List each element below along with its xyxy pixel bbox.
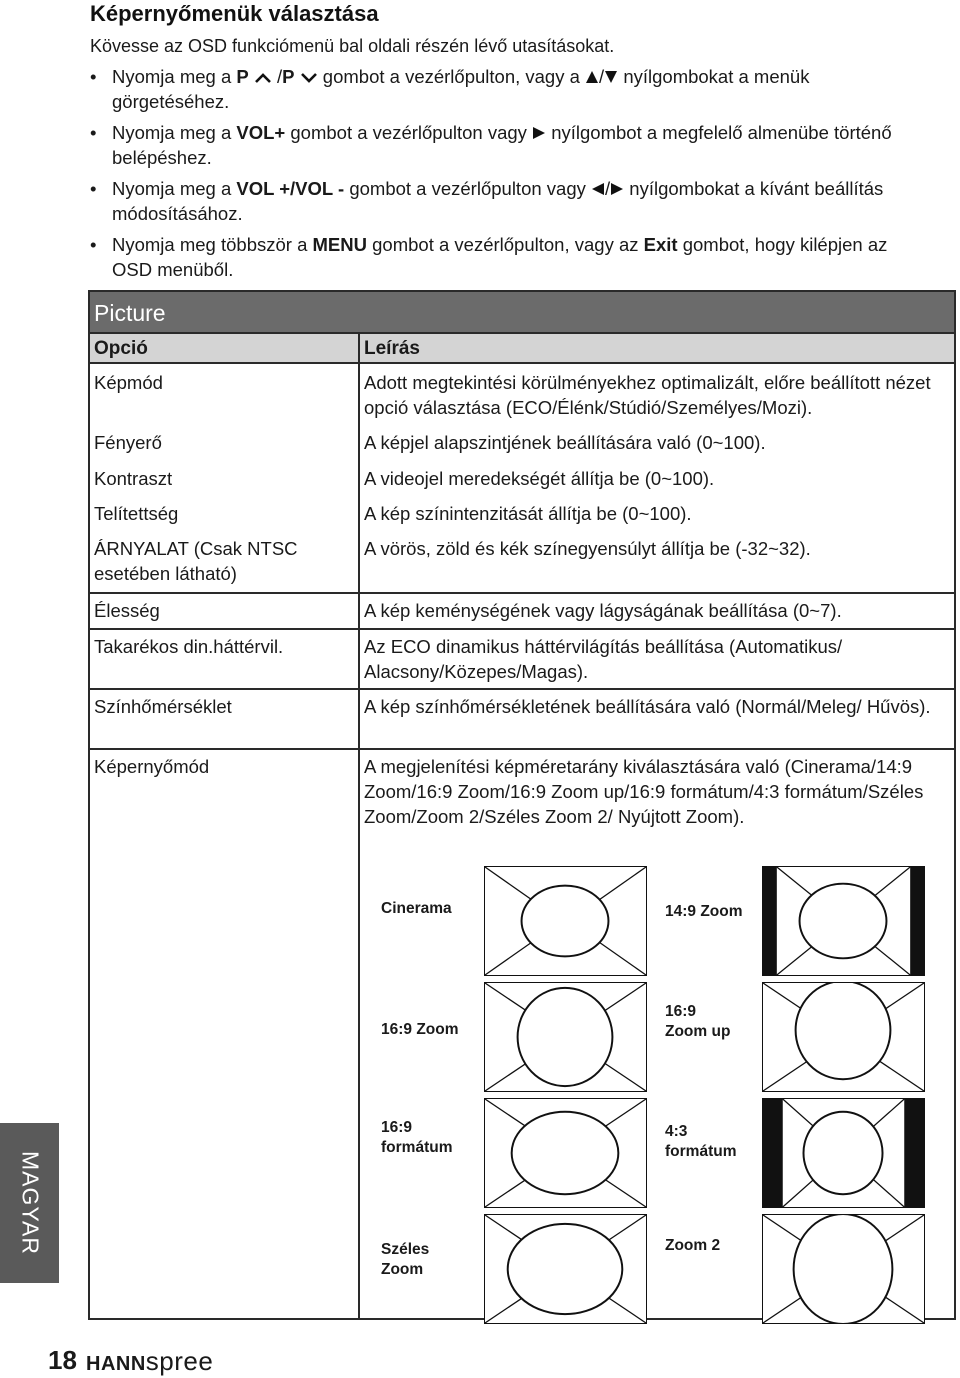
- table-header: [90, 334, 954, 364]
- table-row: [90, 370, 954, 428]
- instruction-item: • Nyomja meg a P /P gombot a vezérlőpulton, vagy a / nyílgombokat a menük görgetéséhez.: [90, 64, 930, 114]
- column-header-option: Opció: [94, 338, 148, 359]
- description-cell: A képjel alapszintjének beállítására való (0~100).: [364, 432, 766, 453]
- table-title: Picture: [90, 292, 954, 334]
- column-header-description: Leírás: [364, 338, 420, 359]
- mode-label-16-9-zoom-up-1: 16:9: [665, 1003, 697, 1020]
- instruction-item: • Nyomja meg a VOL+ gombot a vezérlőpulton vagy nyílgombot a megfelelő almenübe történő belépéshez.: [90, 120, 930, 170]
- arrow-right-icon: [532, 126, 546, 140]
- instruction-item: • Nyomja meg a VOL +/VOL - gombot a vezérlőpulton vagy / nyílgombokat a kívánt beállítás módosításához.: [90, 176, 930, 226]
- option-cell: ÁRNYALAT (Csak NTSC esetében látható): [94, 538, 298, 584]
- option-cell: Képernyőmód: [94, 756, 210, 777]
- description-cell: A megjelenítési képméretarány kiválasztására való (Cinerama/14:9 Zoom/16:9 Zoom/16:9 Zoom up/16:9 formátum/4:3 formátum/Széles Zoom/Zoom 2/Széles Zoom 2/ Nyújtott Zoom).: [364, 756, 924, 827]
- table-row: [90, 430, 954, 462]
- description-cell: A vörös, zöld és kék színegyensúlyt állítja be (-32~32).: [364, 538, 811, 559]
- diagram-16-9-format: [484, 1098, 647, 1208]
- instruction-item: • Nyomja meg többször a MENU gombot a vezérlőpulton, vagy az Exit gombot, hogy kilépjen az OSD menüből.: [90, 232, 930, 282]
- chevron-down-icon: [300, 72, 318, 84]
- description-cell: A kép színintenzitását állítja be (0~100).: [364, 503, 692, 524]
- option-cell: Kontraszt: [94, 468, 173, 489]
- diagram-16-9-zoom: [484, 982, 647, 1092]
- option-cell: Telítettség: [94, 503, 179, 524]
- arrow-up-icon: [585, 70, 599, 84]
- diagram-4-3-format: [762, 1098, 925, 1208]
- description-cell: Az ECO dinamikus háttérvilágítás beállítása (Automatikus/ Alacsony/Közepes/Magas).: [364, 636, 843, 682]
- mode-label-16-9-zoom-up-2: Zoom up: [665, 1023, 731, 1040]
- table-row: [90, 692, 954, 750]
- brand-logo: HANNspree: [86, 1346, 214, 1376]
- diagram-wide-zoom: [484, 1214, 647, 1324]
- table-row: [90, 466, 954, 498]
- description-cell: Adott megtekintési körülményekhez optimalizált, előre beállított nézet opció választása (ECO/Élénk/Stúdió/Személyes/Mozi).: [364, 372, 931, 418]
- table-row: [90, 501, 954, 533]
- arrow-down-icon: [604, 70, 618, 84]
- diagram-16-9-zoom-up: [762, 982, 925, 1092]
- diagram-cinerama: [484, 866, 647, 976]
- page-number: 18: [48, 1345, 77, 1375]
- mode-label-16-9-format-1: 16:9: [381, 1119, 413, 1136]
- description-cell: A kép színhőmérsékletének beállítására való (Normál/Meleg/ Hűvös).: [364, 696, 931, 717]
- instruction-list: [90, 64, 930, 288]
- language-label: MAGYAR: [17, 1151, 43, 1255]
- table-row: [90, 536, 954, 594]
- mode-label-zoom-2: Zoom 2: [665, 1237, 721, 1254]
- option-cell: Takarékos din.háttérvil.: [94, 636, 284, 657]
- mode-label-16-9-format-2: formátum: [381, 1139, 453, 1156]
- intro-text: Kövesse az OSD funkciómenü bal oldali részén lévő utasításokat.: [90, 36, 615, 56]
- arrow-left-icon: [591, 182, 605, 196]
- language-side-tab: [0, 1123, 59, 1283]
- table-row: [90, 752, 954, 862]
- description-cell: A videojel meredekségét állítja be (0~100).: [364, 468, 715, 489]
- diagram-14-9-zoom: [762, 866, 925, 976]
- table-row: [90, 596, 954, 630]
- option-cell: Képmód: [94, 372, 163, 393]
- mode-label-cinerama: Cinerama: [381, 900, 452, 917]
- option-cell: Élesség: [94, 600, 160, 621]
- option-cell: Fényerő: [94, 432, 162, 453]
- description-cell: A kép keménységének vagy lágyságának beállítása (0~7).: [364, 600, 842, 621]
- page-heading: Képernyőmenük választása: [90, 1, 379, 26]
- mode-label-wide-zoom-1: Széles: [381, 1241, 430, 1258]
- table-row: [90, 632, 954, 690]
- diagram-zoom-2: [762, 1214, 925, 1324]
- chevron-up-icon: [254, 72, 272, 84]
- mode-label-16-9-zoom: 16:9 Zoom: [381, 1021, 459, 1038]
- mode-label-4-3-format-2: formátum: [665, 1143, 737, 1160]
- mode-label-wide-zoom-2: Zoom: [381, 1261, 424, 1278]
- mode-label-4-3-format-1: 4:3: [665, 1123, 688, 1140]
- arrow-right-icon: [610, 182, 624, 196]
- option-cell: Színhőmérséklet: [94, 696, 232, 717]
- mode-label-14-9-zoom: 14:9 Zoom: [665, 903, 743, 920]
